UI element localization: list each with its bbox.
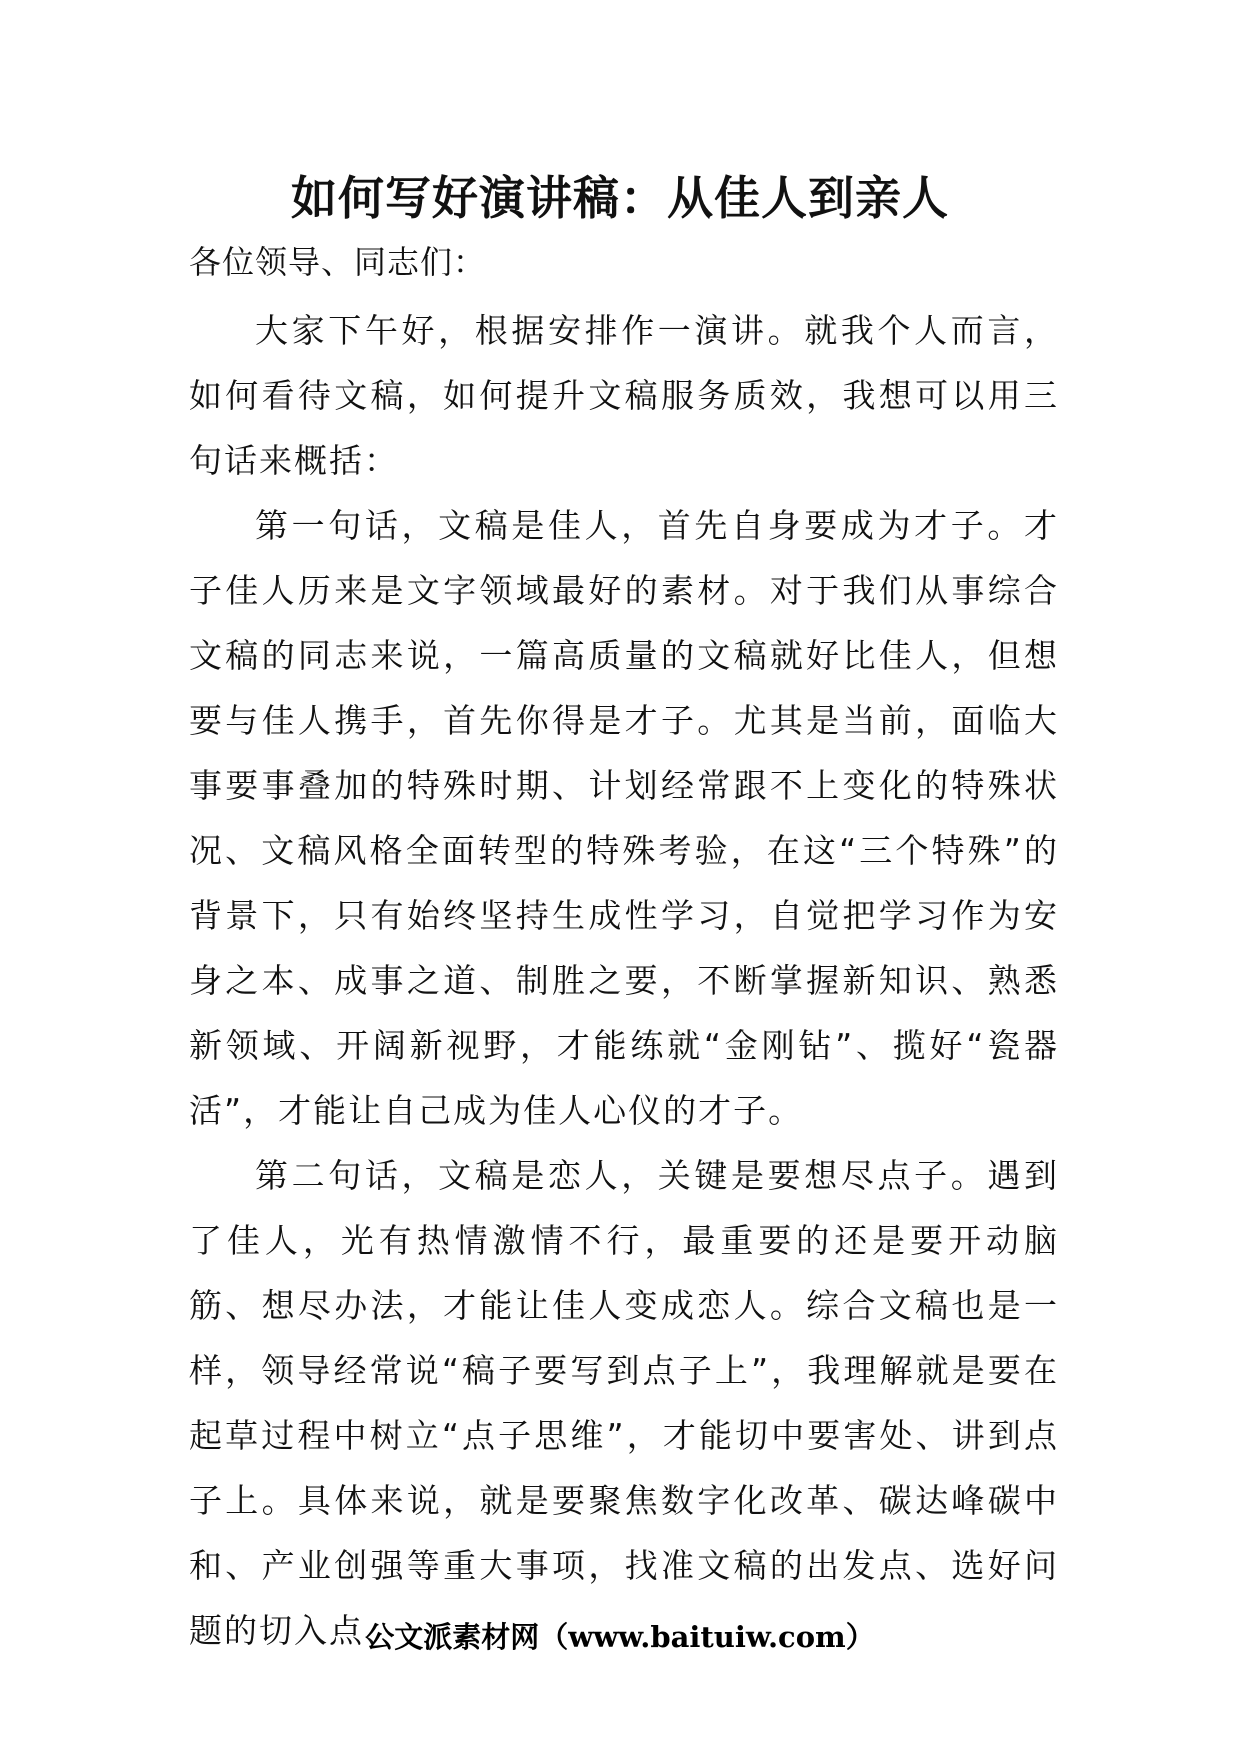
paragraph-first-point: 第一句话，文稿是佳人，首先自身要成为才子。才子佳人历来是文字领域最好的素材。对于我们从事综合文稿的同志来说，一篇高质量的文稿就好比佳人，但想要与佳人携手，首先你得是才子。尤其是当前，面临大事要事叠加的特殊时期、计划经常跟不上变化的特殊状况、文稿风格全面转型的特殊考验，在这“三个特殊”的背景下，只有始终坚持生成性学习，自觉把学习作为安身之本、成事之道、制胜之要，不断掌握新知识、熟悉新领域、开阔新视野，才能练就“金刚钻”、揽好“瓷器活”，才能让自己成为佳人心仪的才子。 [189, 506, 1059, 1130]
paragraph-intro: 大家下午好，根据安排作一演讲。就我个人而言，如何看待文稿，如何提升文稿服务质效，我想可以用三句话来概括： [189, 311, 1059, 480]
document-body [189, 298, 1059, 1663]
footer-watermark: 公文派素材网（www.baituiw.com） [365, 1620, 875, 1654]
salutation: 各位领导、同志们： [189, 243, 487, 281]
document-title: 如何写好演讲稿：从佳人到亲人 [291, 171, 949, 225]
paragraph-second-point: 第二句话，文稿是恋人，关键是要想尽点子。遇到了佳人，光有热情激情不行，最重要的还是要开动脑筋、想尽办法，才能让佳人变成恋人。综合文稿也是一样，领导经常说“稿子要写到点子上”，我理解就是要在起草过程中树立“点子思维”，才能切中要害处、讲到点子上。具体来说，就是要聚焦数字化改革、碳达峰碳中和、产业创强等重大事项，找准文稿的出发点、选好问题的切入点、 [189, 1156, 1059, 1650]
